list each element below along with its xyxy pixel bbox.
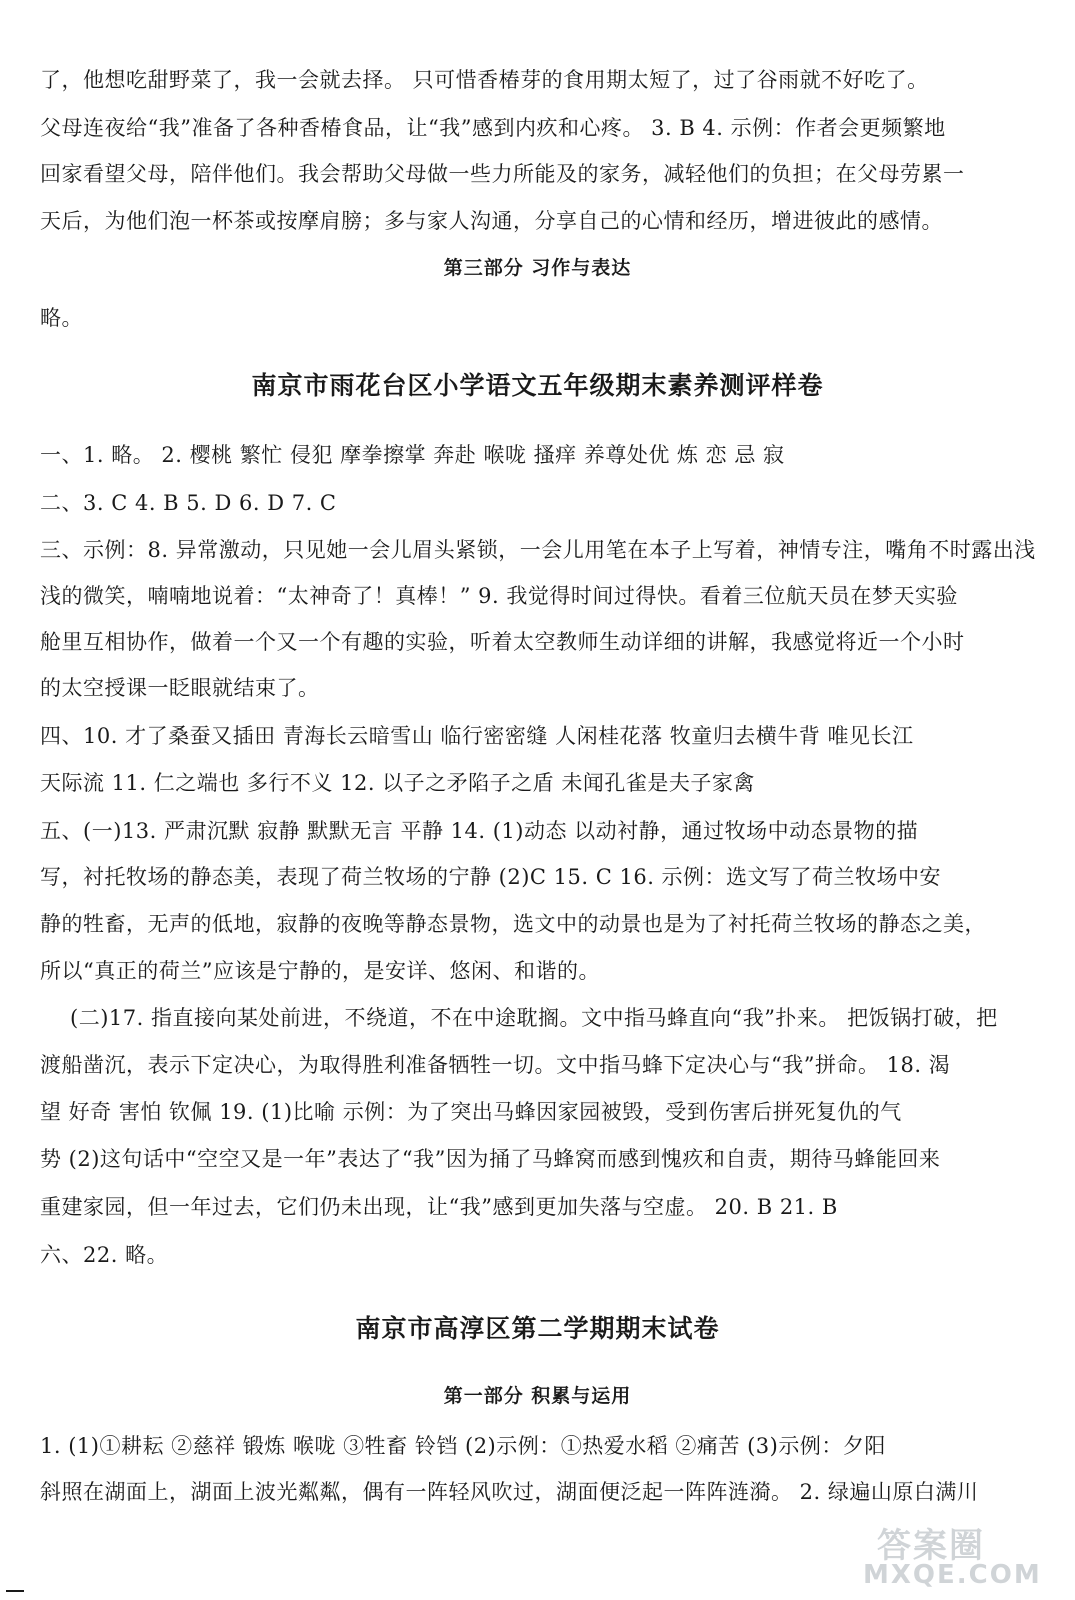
watermark-text: 答案圈 — [877, 1526, 985, 1566]
answer-line: (二)17. 指直接向某处前进，不绕道，不在中途耽搁。文中指马蜂直向“我”扑来。 把饭锅打破，把 — [70, 1006, 998, 1030]
text-line: 略。 — [40, 306, 83, 330]
answer-line: 斜照在湖面上，湖面上波光粼粼，偶有一阵轻风吹过，湖面便泛起一阵阵涟漪。 2. 绿遍山原白满川 — [40, 1480, 979, 1504]
answer-line: 静的牲畜，无声的低地，寂静的夜晚等静态景物，选文中的动景也是为了衬托荷兰牧场的静态之美， — [40, 912, 986, 936]
text-line: 父母连夜给“我”准备了各种香椿食品，让“我”感到内疚和心疼。 3. B 4. 示例：作者会更频繁地 — [40, 116, 946, 140]
page-edge-mark — [6, 1590, 24, 1592]
answer-line: 四、10. 才了桑蚕又插田 青海长云暗雪山 临行密密缝 人闲桂花落 牧童归去横牛背 唯见长江 — [40, 724, 914, 748]
answer-line: 浅的微笑，喃喃地说着：“太神奇了！真棒！” 9. 我觉得时间过得快。看着三位航天员在梦天实验 — [40, 584, 958, 608]
answer-line: 所以“真正的荷兰”应该是宁静的，是安详、悠闲、和谐的。 — [40, 959, 600, 983]
section-heading: 第三部分 习作与表达 — [443, 257, 632, 279]
answer-line: 势 (2)这句话中“空空又是一年”表达了“我”因为捅了马蜂窝而感到愧疚和自责，期待马蜂能回来 — [40, 1147, 941, 1171]
answer-line: 三、示例：8. 异常激动，只见她一会儿眉头紧锁，一会儿用笔在本子上写着，神情专注，嘴角不时露出浅 — [40, 538, 1036, 562]
answer-line: 天际流 11. 仁之端也 多行不义 12. 以子之矛陷子之盾 未闻孔雀是夫子家禽 — [40, 771, 755, 795]
answer-line: 六、22. 略。 — [40, 1243, 169, 1267]
watermark-logo — [857, 1514, 1057, 1594]
answer-line: 的太空授课一眨眼就结束了。 — [40, 676, 320, 700]
answer-line: 重建家园，但一年过去，它们仍未出现，让“我”感到更加失落与空虚。 20. B 21. B — [40, 1195, 838, 1219]
section-heading: 第一部分 积累与运用 — [443, 1385, 632, 1407]
answer-line: 一、1. 略。 2. 樱桃 繁忙 侵犯 摩拳擦掌 奔赴 喉咙 搔痒 养尊处优 炼 恋 忌 寂 — [40, 443, 785, 467]
answer-line: 1. (1)①耕耘 ②慈祥 锻炼 喉咙 ③牲畜 铃铛 (2)示例：①热爱水稻 ②痛苦 (3)示例：夕阳 — [40, 1434, 886, 1458]
text-line: 回家看望父母，陪伴他们。我会帮助父母做一些力所能及的家务，减轻他们的负担；在父母劳累一 — [40, 162, 965, 186]
paper-title: 南京市高淳区第二学期期末试卷 — [355, 1314, 720, 1343]
answer-line: 舱里互相协作，做着一个又一个有趣的实验，听着太空教师生动详细的讲解，我感觉将近一个小时 — [40, 630, 965, 654]
answer-line: 二、3. C 4. B 5. D 6. D 7. C — [40, 491, 337, 515]
answer-line: 五、(一)13. 严肃沉默 寂静 默默无言 平静 14. (1)动态 以动衬静，通过牧场中动态景物的描 — [40, 819, 919, 843]
paper-title: 南京市雨花台区小学语文五年级期末素养测评样卷 — [251, 371, 824, 400]
answer-line: 写，衬托牧场的静态美，表现了荷兰牧场的宁静 (2)C 15. C 16. 示例：选文写了荷兰牧场中安 — [40, 865, 942, 889]
text-line: 天后，为他们泡一杯茶或按摩肩膀；多与家人沟通，分享自己的心情和经历，增进彼此的感情。 — [40, 209, 943, 233]
answer-line: 渡船凿沉，表示下定决心，为取得胜利准备牺牲一切。文中指马蜂下定决心与“我”拼命。 18. 渴 — [40, 1053, 951, 1077]
answer-line: 望 好奇 害怕 钦佩 19. (1)比喻 示例：为了突出马蜂因家园被毁，受到伤害后拼死复仇的气 — [40, 1100, 902, 1124]
text-line: 了，他想吃甜野菜了，我一会就去择。 只可惜香椿芽的食用期太短了，过了谷雨就不好吃了。 — [40, 68, 929, 92]
watermark-url: MXQE.COM — [863, 1560, 1042, 1590]
